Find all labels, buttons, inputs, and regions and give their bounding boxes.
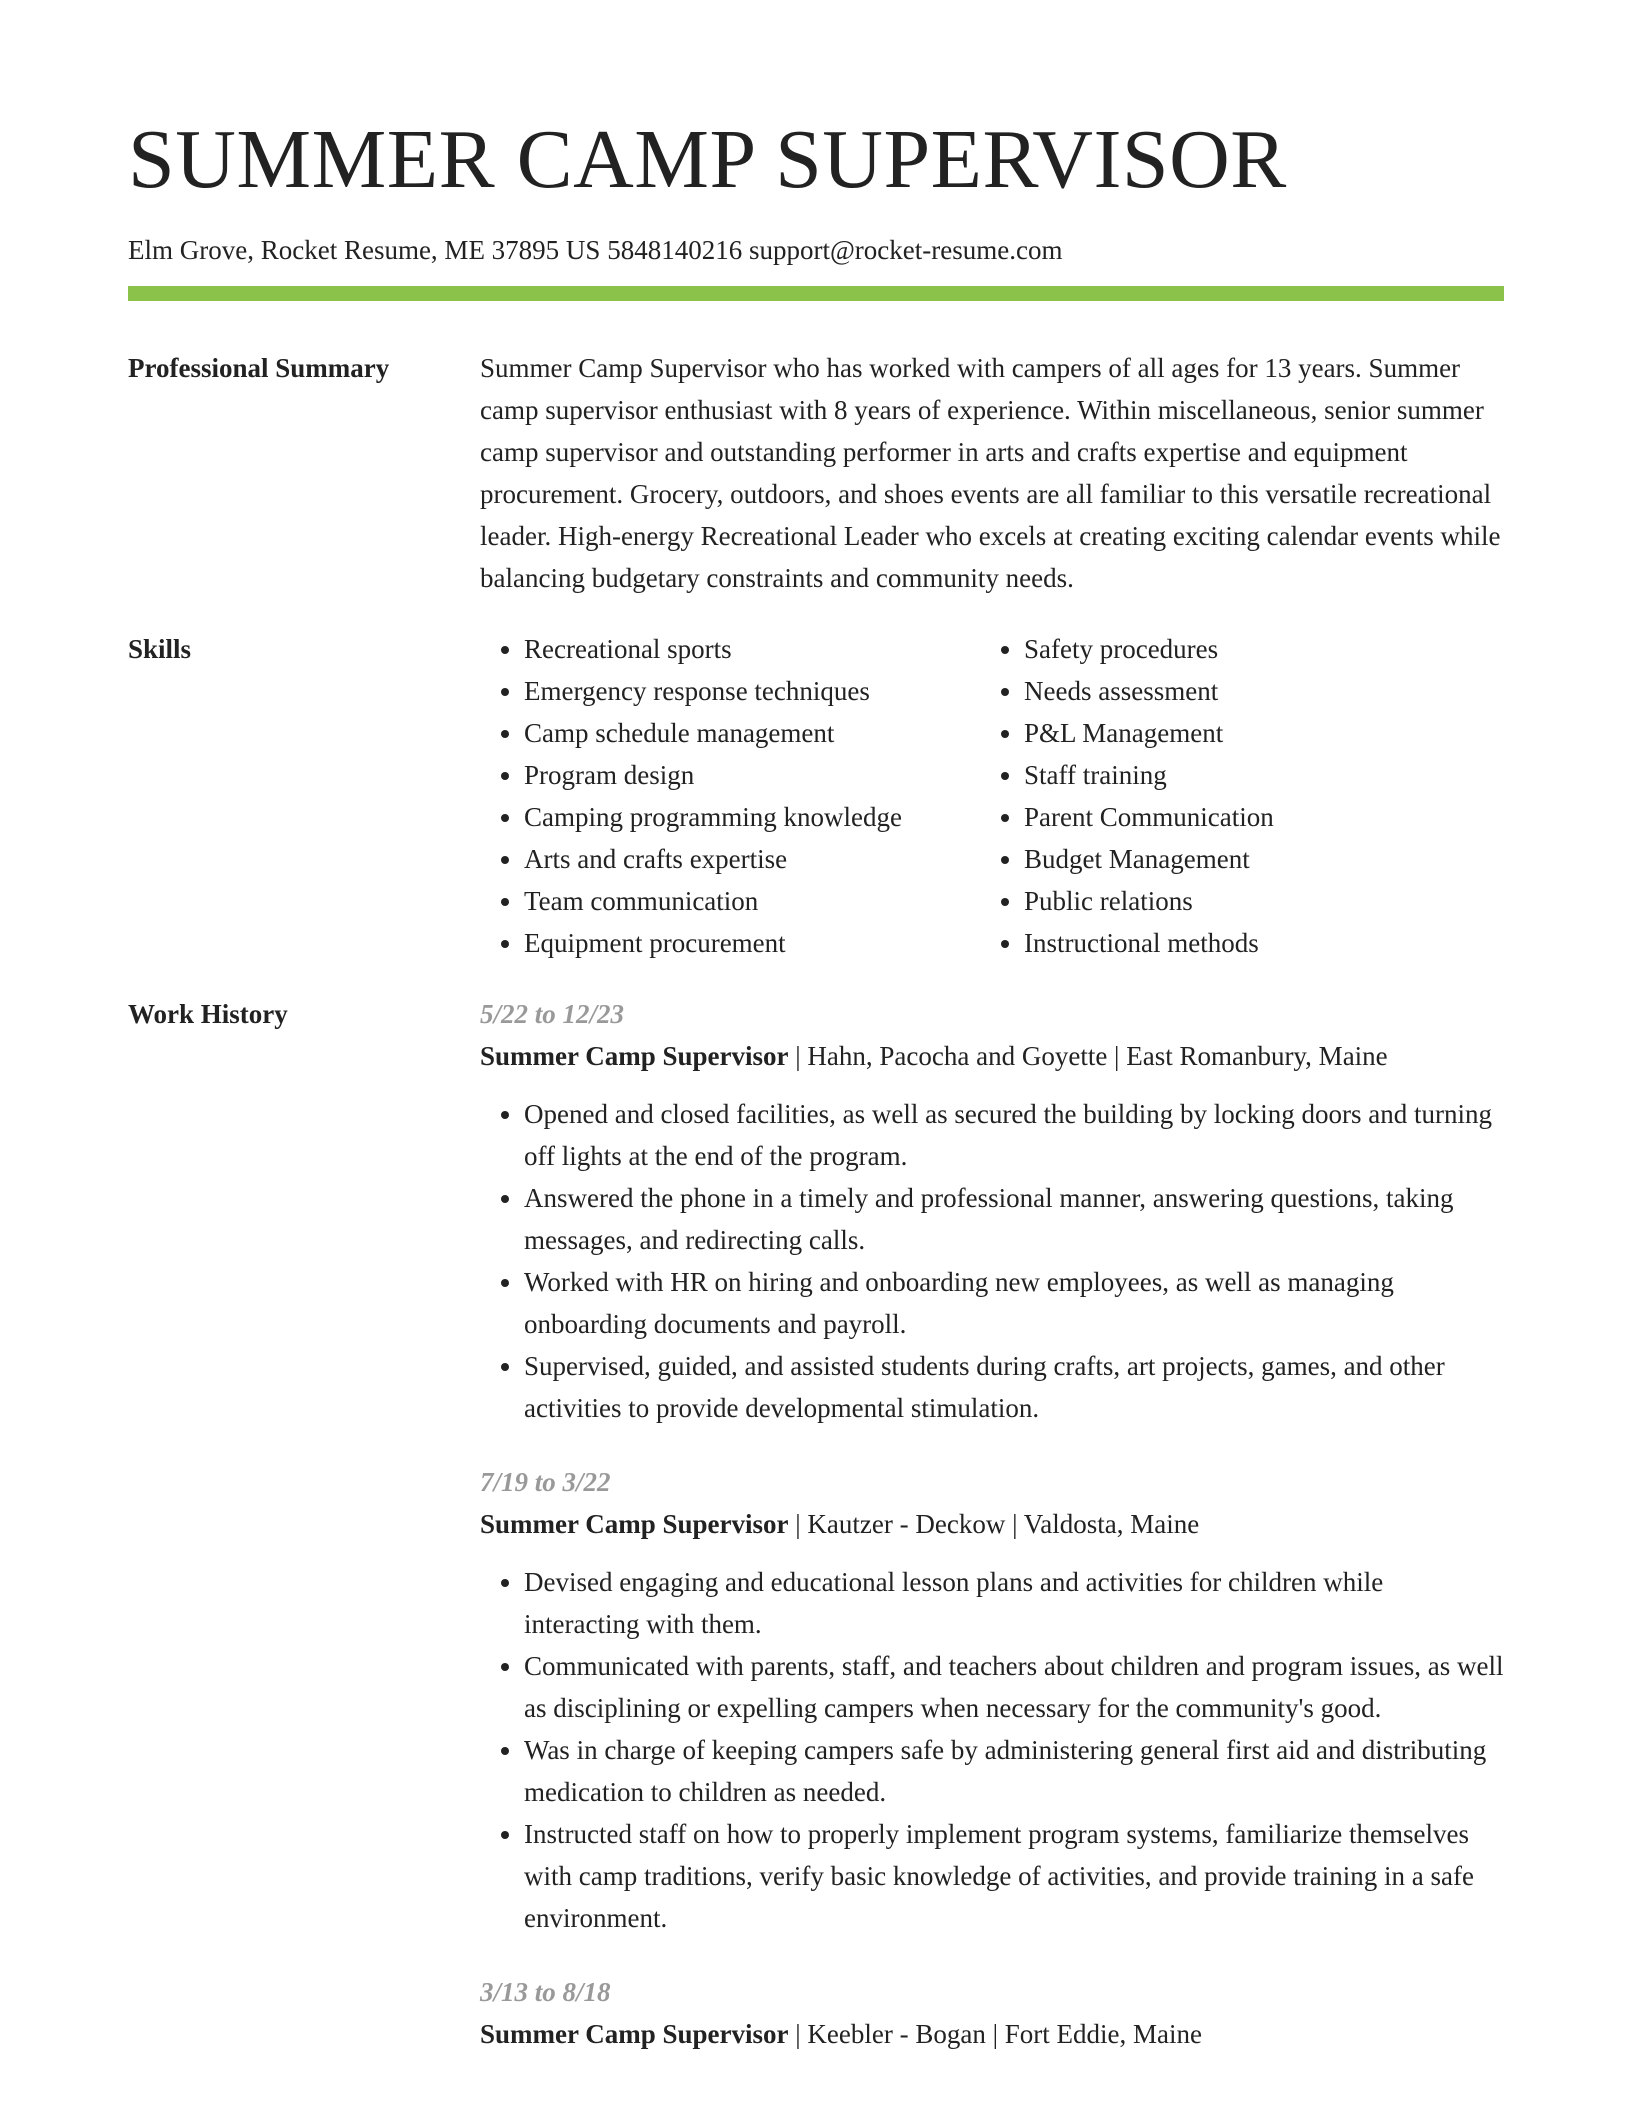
job-bullet-list <box>480 1093 1504 1429</box>
skill-item: • Parent Communication <box>1024 796 1484 838</box>
skill-item: • Equipment procurement <box>524 922 980 964</box>
job-entry <box>480 993 1504 1429</box>
skill-item: • Needs assessment <box>1024 670 1484 712</box>
job-dates: 5/22 to 12/23 <box>480 999 625 1029</box>
skill-item: • Camp schedule management <box>524 712 980 754</box>
job-employer: | Keebler - Bogan | Fort Eddie, Maine <box>788 2019 1202 2049</box>
skills-body <box>480 628 1504 964</box>
job-entry <box>480 1461 1504 1939</box>
skill-item: • Emergency response techniques <box>524 670 980 712</box>
contact-line: Elm Grove, Rocket Resume, ME 37895 US 5848140216 support@rocket-resume.com <box>128 235 1063 265</box>
header-divider <box>128 286 1504 301</box>
job-employer: | Kautzer - Deckow | Valdosta, Maine <box>788 1509 1200 1539</box>
job-header <box>480 2013 1504 2055</box>
work-heading: Work History <box>128 999 288 1029</box>
job-bullet: • Devised engaging and educational lesson plans and activities for children while interacting with them. <box>524 1561 1504 1645</box>
skill-item: • Team communication <box>524 880 980 922</box>
skill-item: • Program design <box>524 754 980 796</box>
job-bullet: • Answered the phone in a timely and professional manner, answering questions, taking messages, and redirecting calls. <box>524 1177 1504 1261</box>
job-bullet: • Instructed staff on how to properly implement program systems, familiarize themselves with camp traditions, verify basic knowledge of activities, and provide training in a safe environment. <box>524 1813 1504 1939</box>
job-header <box>480 1503 1504 1545</box>
skill-item: • Recreational sports <box>524 628 980 670</box>
job-entry <box>480 1971 1504 2055</box>
skill-item: • Staff training <box>1024 754 1484 796</box>
summary-text: Summer Camp Supervisor who has worked with campers of all ages for 13 years. Summer camp supervisor enthusiast with 8 years of experience. Within miscellaneous, senior summer camp supervisor and outstanding performer in arts and crafts expertise and equipment procurement. Grocery, outdoors, and shoes events are all familiar to this versatile recreational leader. High-energy Recreational Leader who excels at creating exciting calendar events while balancing budgetary constraints and community needs. <box>480 353 1501 593</box>
skill-item: • P&L Management <box>1024 712 1484 754</box>
skill-item: • Camping programming knowledge <box>524 796 980 838</box>
job-bullet: • Opened and closed facilities, as well as secured the building by locking doors and turning off lights at the end of the program. <box>524 1093 1504 1177</box>
summary-body <box>480 347 1504 599</box>
job-bullet: • Communicated with parents, staff, and teachers about children and program issues, as well as disciplining or expelling campers when necessary for the community's good. <box>524 1645 1504 1729</box>
job-bullet: • Was in charge of keeping campers safe by administering general first aid and distributing medication to children as needed. <box>524 1729 1504 1813</box>
job-header <box>480 1035 1504 1077</box>
skills-heading: Skills <box>128 634 192 664</box>
job-employer: | Hahn, Pacocha and Goyette | East Romanbury, Maine <box>788 1041 1388 1071</box>
job-title: Summer Camp Supervisor <box>480 2019 789 2049</box>
summary-heading: Professional Summary <box>128 353 390 383</box>
work-body <box>480 993 1504 2079</box>
job-bullet: • Worked with HR on hiring and onboarding new employees, as well as managing onboarding documents and payroll. <box>524 1261 1504 1345</box>
skill-item: • Safety procedures <box>1024 628 1484 670</box>
skill-item: • Public relations <box>1024 880 1484 922</box>
skill-item: • Budget Management <box>1024 838 1484 880</box>
skills-columns <box>480 628 1504 964</box>
job-dates: 3/13 to 8/18 <box>480 1977 611 2007</box>
skills-left-list <box>480 628 980 964</box>
job-title: Summer Camp Supervisor <box>480 1041 789 1071</box>
resume-title: SUMMER CAMP SUPERVISOR <box>128 113 1287 206</box>
skills-right-list <box>980 628 1484 964</box>
skill-item: • Instructional methods <box>1024 922 1484 964</box>
job-bullet-list <box>480 1561 1504 1939</box>
job-title: Summer Camp Supervisor <box>480 1509 789 1539</box>
skill-item: • Arts and crafts expertise <box>524 838 980 880</box>
job-bullet: • Supervised, guided, and assisted students during crafts, art projects, games, and other activities to provide developmental stimulation. <box>524 1345 1504 1429</box>
job-dates: 7/19 to 3/22 <box>480 1467 611 1497</box>
